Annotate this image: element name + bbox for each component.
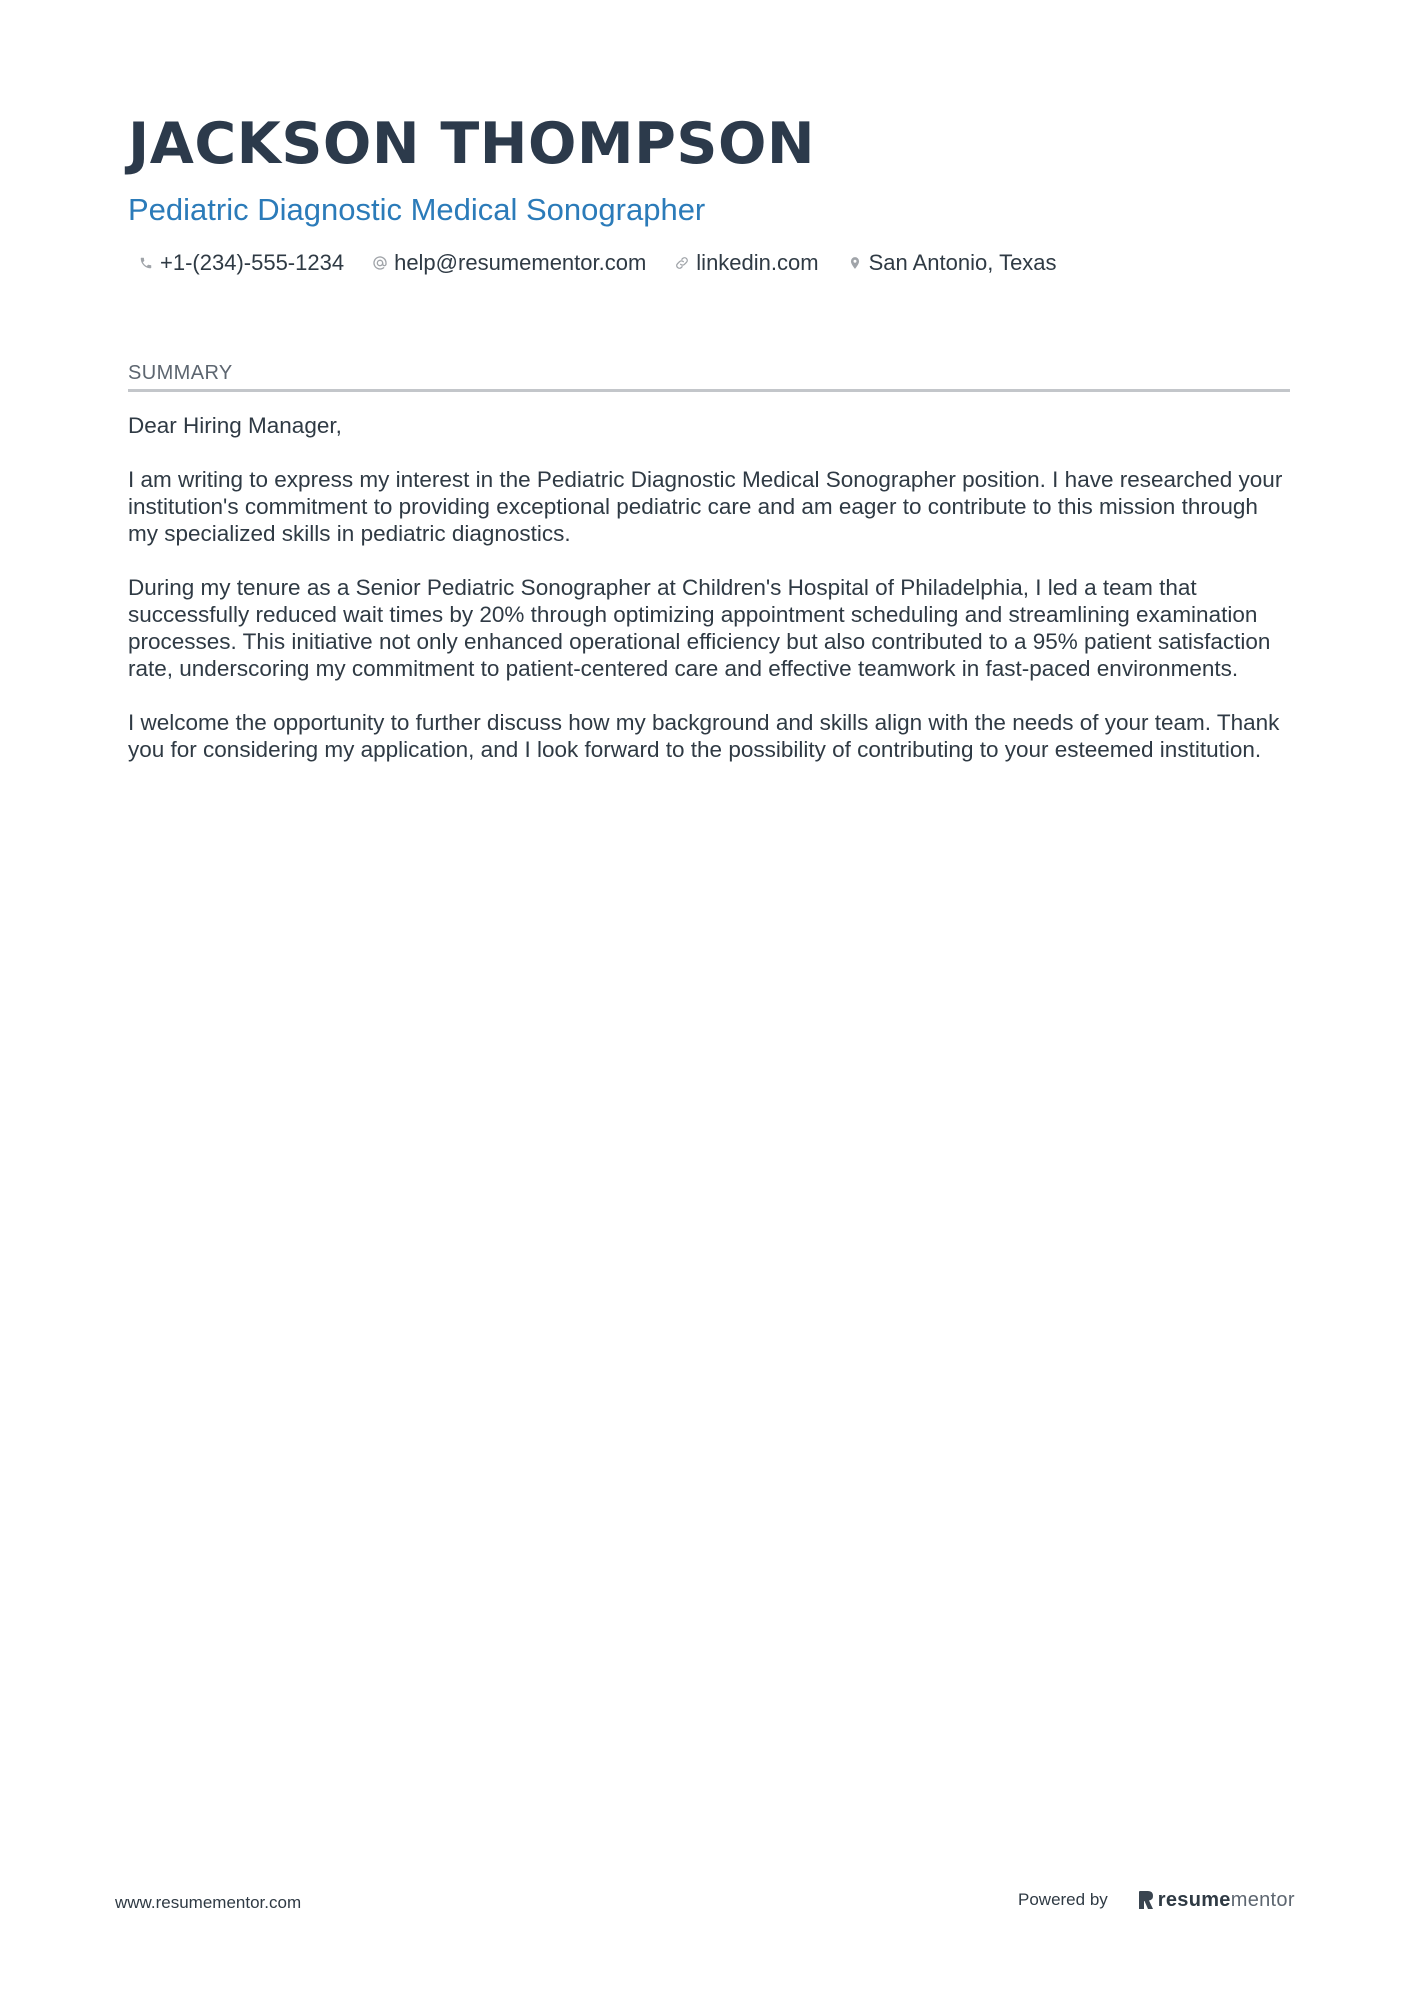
link-icon — [672, 253, 692, 273]
header — [128, 108, 1288, 278]
contact-location — [845, 248, 1057, 278]
summary-section — [128, 360, 1290, 790]
contact-phone — [136, 248, 344, 278]
footer-website[interactable]: www.resumementor.com — [115, 1893, 302, 1912]
phone-icon — [136, 253, 156, 273]
footer-branding — [1018, 1888, 1295, 1912]
job-title: Pediatric Diagnostic Medical Sonographer — [128, 192, 706, 227]
map-pin-icon — [845, 253, 865, 273]
email-text[interactable]: help@resumementor.com — [394, 250, 647, 275]
linkedin-text[interactable]: linkedin.com — [696, 250, 819, 275]
section-heading: SUMMARY — [128, 360, 1290, 392]
contact-email[interactable] — [370, 248, 646, 278]
location-text: San Antonio, Texas — [868, 250, 1057, 275]
brand-text-mentor: mentor — [1230, 1889, 1295, 1911]
phone-text: +1-(234)-555-1234 — [160, 250, 345, 275]
contact-row — [128, 248, 1288, 278]
contact-linkedin[interactable] — [672, 248, 818, 278]
paragraph-experience: During my tenure as a Senior Pediatric Sonographer at Children's Hospital of Philadelphia, I led a team that successfully reduced wait times by 20% through optimizing appointment scheduling and streamlining examination processes. This initiative not only enhanced operational efficiency but also contributed to a 95% patient satisfaction rate, underscoring my commitment to patient-centered care and effective teamwork in fast-paced environments. — [128, 575, 1271, 681]
paragraph-intro: I am writing to express my interest in the Pediatric Diagnostic Medical Sonographer position. I have researched your institution's commitment to providing exceptional pediatric care and am eager to contribute to this mission through my specialized skills in pediatric diagnostics. — [128, 467, 1283, 546]
powered-by-label: Powered by — [1018, 1890, 1108, 1909]
salutation: Dear Hiring Manager, — [128, 413, 342, 438]
brand-logo[interactable] — [1138, 1888, 1295, 1912]
at-icon — [370, 253, 390, 273]
paragraph-closing: I welcome the opportunity to further discuss how my background and skills align with the needs of your team. Thank you for considering my application, and I look forward to the possibility of contributing to your esteemed institution. — [128, 710, 1280, 762]
resumementor-logo-icon — [1138, 1890, 1154, 1910]
candidate-name: JACKSON THOMPSON — [128, 111, 816, 177]
letter-body — [128, 412, 1290, 763]
brand-text-resume: resume — [1157, 1889, 1231, 1911]
